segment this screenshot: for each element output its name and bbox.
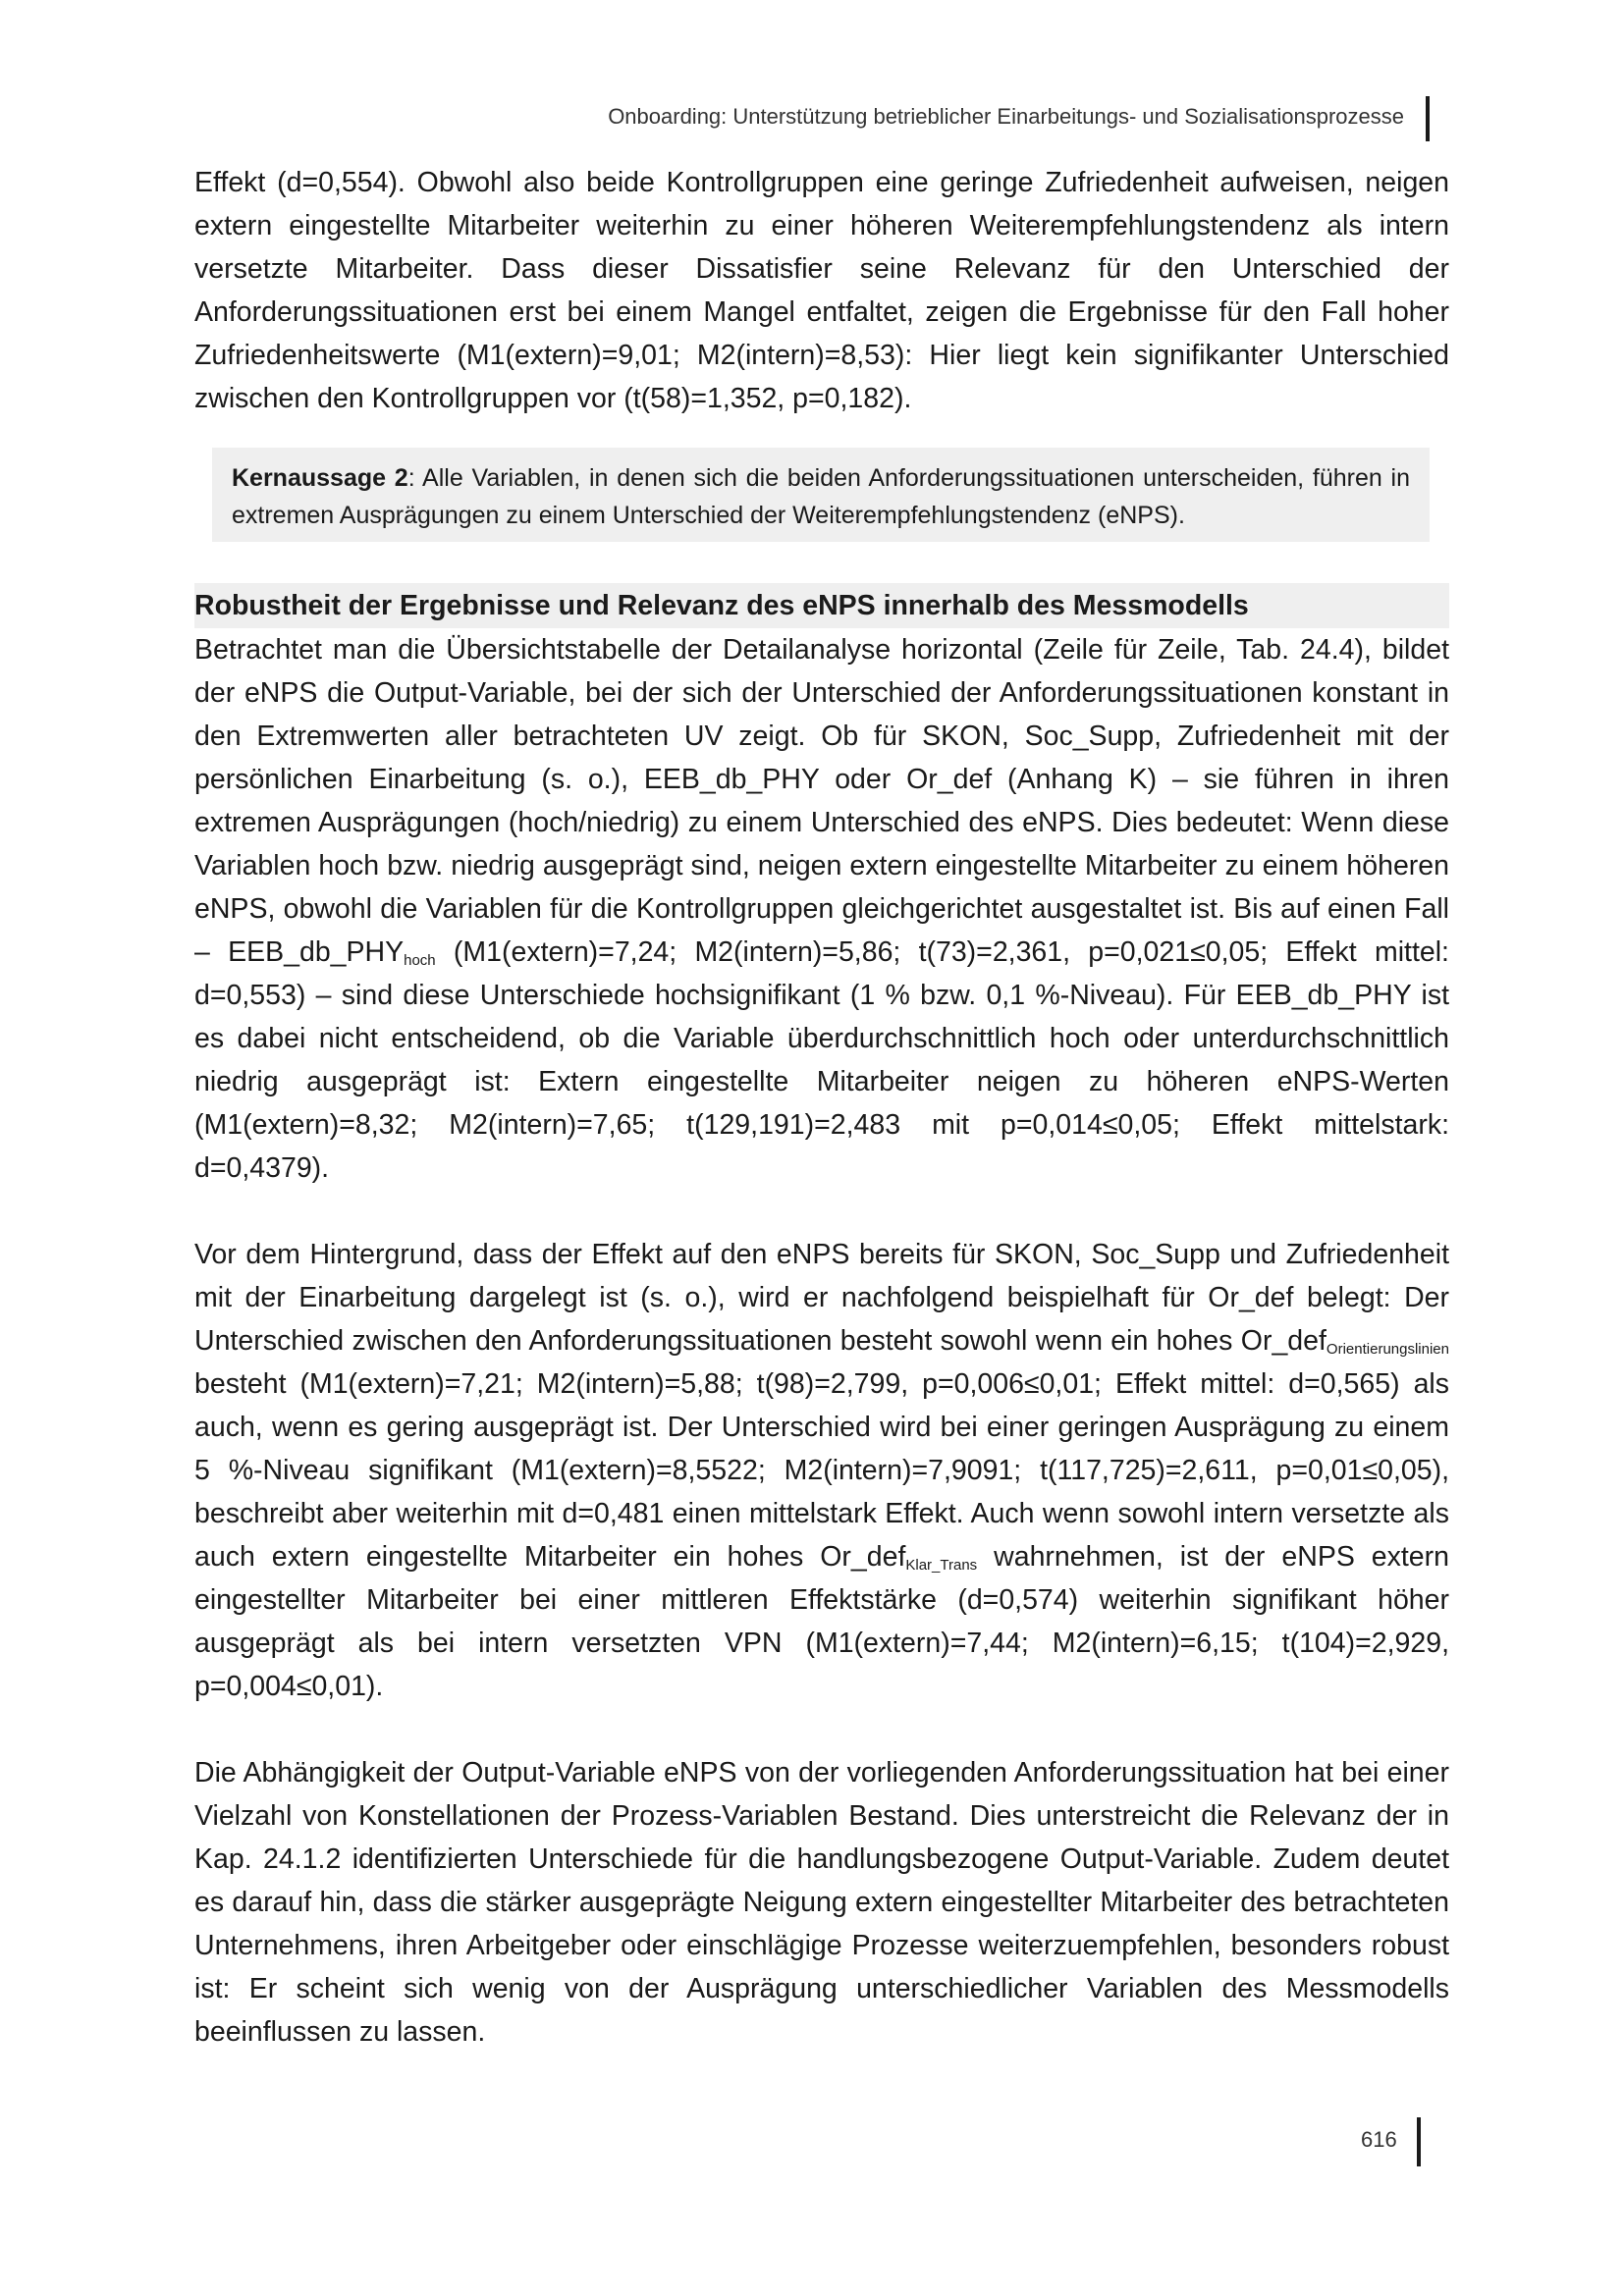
subscript-klar-trans: Klar_Trans <box>905 1557 978 1574</box>
key-statement-box <box>212 448 1430 542</box>
subscript-hoch: hoch <box>404 952 436 969</box>
subscript-orientierungslinien: Orientierungslinien <box>1326 1341 1449 1358</box>
paragraph-robustness-part-b: (M1(extern)=7,24; M2(intern)=5,86; t(73)=2,361, p=0,021≤0,05; Effekt mittel: d=0,553) – sind diese Unterschiede hochsignifikant (1 % bzw. 0,1 %-Niveau). Für EEB_db_PHY ist es dabei nicht entscheidend, ob die Variable überdurchschnittlich hoch oder unterdurchschnittlich niedrig ausgeprägt ist: Extern eingestellte Mitarbeiter neigen zu höheren eNPS-Werten (M1(extern)=8,32; M2(intern)=7,65; t(129,191)=2,483 mit p=0,014≤0,05; Effekt mittelstark: d=0,4379). <box>194 936 1449 1184</box>
section-heading: Robustheit der Ergebnisse und Relevanz des eNPS innerhalb des Messmodells <box>194 583 1449 628</box>
paragraph-or-def <box>194 1233 1449 1708</box>
header-rule <box>1426 96 1430 141</box>
paragraph-conclusion: Die Abhängigkeit der Output-Variable eNPS von der vorliegenden Anforderungssituation hat bei einer Vielzahl von Konstellationen der Prozess-Variablen Bestand. Dies unterstreicht die Relevanz der in Kap. 24.1.2 identifizierten Unterschiede für die handlungsbezogene Output-Variable. Zudem deutet es darauf hin, dass die stärker ausgeprägte Neigung extern eingestellter Mitarbeiter des betrachteten Unternehmens, ihren Arbeitgeber oder einschlägige Prozesse weiterzuempfehlen, besonders robust ist: Er scheint sich wenig von der Ausprägung unterschiedlicher Variablen des Messmodells beeinflussen zu lassen. <box>194 1757 1449 2048</box>
key-statement <box>232 459 1410 534</box>
intro-paragraph: Effekt (d=0,554). Obwohl also beide Kontrollgruppen eine geringe Zufriedenheit aufweisen, neigen extern eingestellte Mitarbeiter weiterhin zu einer höheren Weiterempfehlungstendenz als intern versetzte Mitarbeiter. Dass dieser Dissatisfier seine Relevanz für den Unterschied der Anforderungssituationen erst bei einem Mangel entfaltet, zeigen die Ergebnisse für den Fall hoher Zufriedenheitswerte (M1(extern)=9,01; M2(intern)=8,53): Hier liegt kein signifikanter Unterschied zwischen den Kontrollgruppen vor (t(58)=1,352, p=0,182). <box>194 167 1449 414</box>
footer-rule <box>1417 2117 1421 2166</box>
running-header: Onboarding: Unterstützung betrieblicher Einarbeitungs- und Sozialisationsprozesse <box>608 104 1404 129</box>
paragraph-or-def-part-a: Vor dem Hintergrund, dass der Effekt auf den eNPS bereits für SKON, Soc_Supp und Zufriedenheit mit der Einarbeitung dargelegt ist (s. o.), wird er nachfolgend beispielhaft für Or_def belegt: Der Unterschied zwischen den Anforderungssituationen besteht sowohl wenn ein hohes Or_def <box>194 1239 1449 1357</box>
paragraph-robustness-part-a: Betrachtet man die Übersichtstabelle der Detailanalyse horizontal (Zeile für Zeile, Tab. 24.4), bildet der eNPS die Output-Variable, bei der sich der Unterschied der Anforderungssituationen konstant in den Extremwerten aller betrachteten UV zeigt. Ob für SKON, Soc_Supp, Zufriedenheit mit der persönlichen Einarbeitung (s. o.), EEB_db_PHY oder Or_def (Anhang K) – sie führen in ihren extremen Ausprägungen (hoch/niedrig) zu einem Unterschied des eNPS. Dies bedeutet: Wenn diese Variablen hoch bzw. niedrig ausgeprägt sind, neigen extern eingestellte Mitarbeiter zu einem höheren eNPS, obwohl die Variablen für die Kontrollgruppen gleichgerichtet ausgestaltet ist. Bis auf einen Fall – EEB_db_PHY <box>194 634 1449 968</box>
paragraph-robustness <box>194 628 1449 1190</box>
page-body <box>194 161 1449 2054</box>
page-number: 616 <box>1361 2127 1397 2152</box>
key-statement-label: Kernaussage 2 <box>232 464 408 492</box>
key-statement-text: : Alle Variablen, in denen sich die beiden Anforderungssituationen unterscheiden, führen in extremen Ausprägungen zu einem Unterschied der Weiterempfehlungstendenz (eNPS). <box>232 464 1411 529</box>
paragraph-or-def-part-c: wahrnehmen, ist der eNPS extern eingestellter Mitarbeiter bei einer mittleren Effektstärke (d=0,574) weiterhin signifikant höher ausgeprägt als bei intern versetzten VPN (M1(extern)=7,44; M2(intern)=6,15; t(104)=2,929, p=0,004≤0,01). <box>194 1541 1449 1702</box>
paragraph-or-def-part-b: besteht (M1(extern)=7,21; M2(intern)=5,88; t(98)=2,799, p=0,006≤0,01; Effekt mittel: d=0,565) als auch, wenn es gering ausgeprägt ist. Der Unterschied wird bei einer geringen Ausprägung zu einem 5 %-Niveau signifikant (M1(extern)=8,5522; M2(intern)=7,9091; t(117,725)=2,611, p=0,01≤0,05), beschreibt aber weiterhin mit d=0,481 einen mittelstark Effekt. Auch wenn sowohl intern versetzte als auch extern eingestellte Mitarbeiter ein hohes Or_def <box>194 1368 1449 1573</box>
